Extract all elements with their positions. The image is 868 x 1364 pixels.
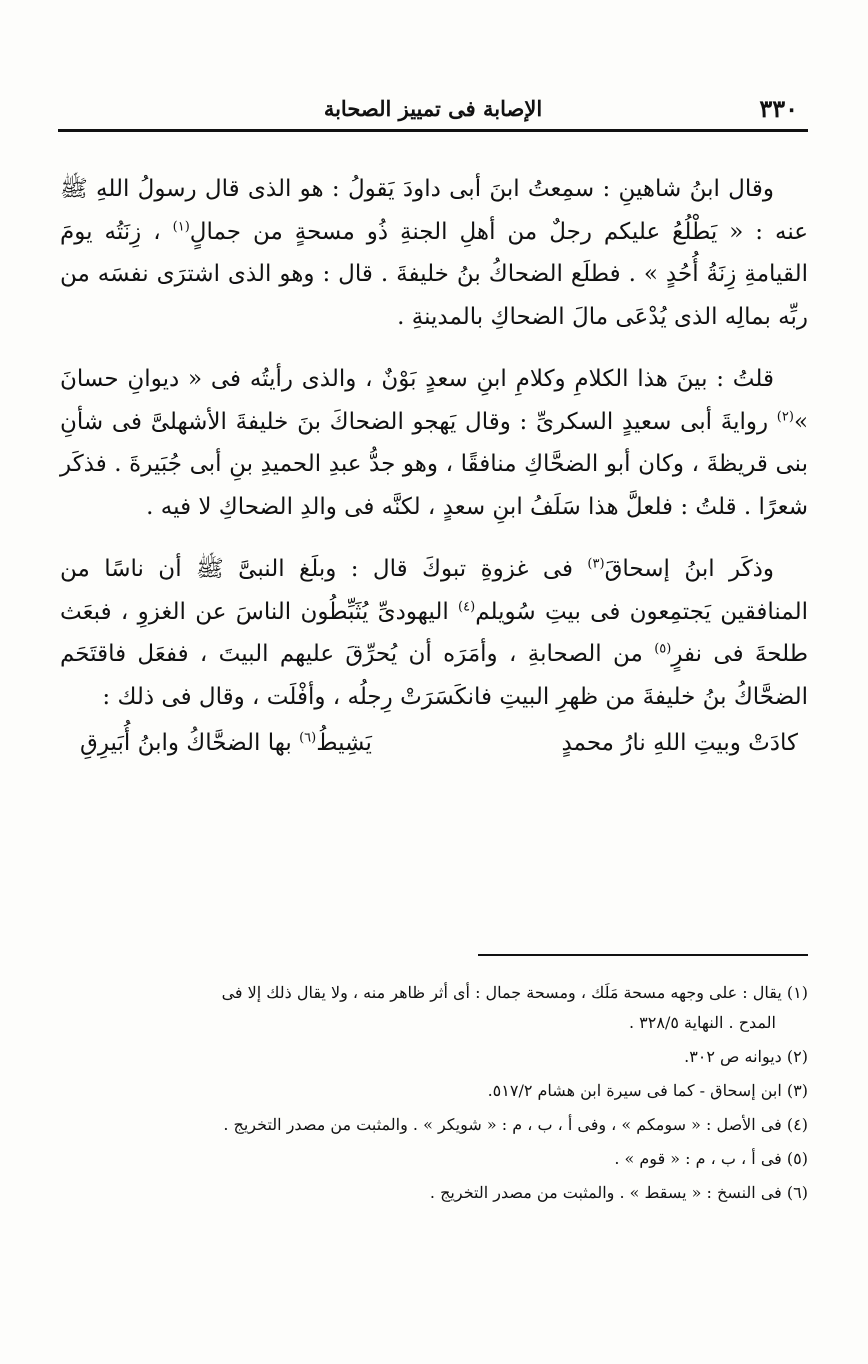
verse-second-start: يَشِيطُ: [316, 730, 372, 756]
footnote-text: فى النسخ : « يسقط » . والمثبت من مصدر التخريج .: [429, 1183, 782, 1202]
paragraph-3-d: من الصحابةِ ، وأمَرَه أن يُحرِّقَ عليهم البيتَ ، ففعَل فاقتَحَم الضحَّاكُ بنُ خليفةَ من ظهرِ البيتِ فانكَسَرَتْ رِجلُه ، وأفْلَت ، وقال فى ذلك :: [60, 641, 808, 710]
footnotes: [60, 978, 808, 1212]
footnote-number: (٤): [786, 1115, 808, 1134]
footnote-text: يقال : على وجهه مسحة مَلَك ، ومسحة جمال : أى أثر ظاهر منه ، ولا يقال ذلك إلا فى: [221, 983, 782, 1002]
footnote-ref-5[interactable]: (٥): [654, 641, 672, 657]
paragraph-1: [60, 168, 808, 338]
footnote-text: فى الأصل : « سومكم » ، وفى أ ، ب ، م : « شويكر » . والمثبت من مصدر التخريج .: [223, 1115, 782, 1134]
footnote-text: ابن إسحاق - كما فى سيرة ابن هشام ٥١٧/٢.: [487, 1081, 782, 1100]
footnote-number: (٣): [786, 1081, 808, 1100]
paragraph-3-a: وذكَر ابنُ إسحاقَ: [604, 556, 774, 582]
page-number: ٣٣٠: [759, 94, 798, 123]
footnote-ref-3[interactable]: (٣): [587, 556, 605, 572]
paragraph-2: [60, 358, 808, 528]
verse-second-end: بها الضحَّاكُ وابنُ أُبَيرِقِ: [80, 730, 292, 756]
paragraph-1-text: وقال ابنُ شاهينِ : سمِعتُ ابنَ أبى داودَ يَقولُ : هو الذى قال رسولُ اللهِ ﷺ عنه : « يَطْلُعُ عليكم رجلٌ من أهلِ الجنةِ ذُو مسحةٍ من جمالٍ: [60, 176, 808, 245]
main-text: [60, 168, 808, 765]
footnote-ref-4[interactable]: (٤): [458, 598, 476, 614]
footnote-6: [60, 1178, 808, 1208]
verse-second-hemistich: [80, 722, 372, 765]
paragraph-3-c: اليهودىِّ يُثَبِّطُون الناسَ عن الغزوِ ، فبعَث طلحةَ فى نفرٍ: [60, 598, 809, 667]
footnote-ref-1[interactable]: (١): [172, 218, 190, 234]
poetry-verse: [60, 722, 808, 765]
footnote-number: (٦): [786, 1183, 808, 1202]
running-title: الإصابة فى تمييز الصحابة: [323, 96, 543, 121]
footnote-ref-6[interactable]: (٦): [299, 730, 317, 746]
footnote-1: [60, 978, 808, 1038]
footnote-ref-2[interactable]: (٢): [776, 408, 794, 424]
footnote-4: [60, 1110, 808, 1140]
page-header: [58, 88, 808, 132]
paragraph-1-end: ، زِنَتُه يومَ القيامةِ زِنَةُ أُحُدٍ » . فطلَع الضحاكُ بنُ خليفةَ . قال : وهو الذى اشترَى نفسَه من ربِّه بمالِه الذى يُدْعَى مالَ الضحاكِ بالمدينةِ .: [60, 218, 808, 330]
footnote-text: ديوانه ص ٣٠٢.: [684, 1047, 782, 1066]
footnote-5: [60, 1144, 808, 1174]
paragraph-2-start: قلتُ : بينَ هذا الكلامِ وكلامِ ابنِ سعدٍ بَوْنٌ ، والذى رأيتُه فى « ديوانِ حسانَ »: [60, 366, 809, 435]
footnote-text: فى أ ، ب ، م : « قوم » .: [614, 1149, 782, 1168]
verse-first-hemistich: كادَتْ وبيتِ اللهِ نارُ محمدٍ: [561, 730, 798, 756]
footnote-number: (٢): [786, 1047, 808, 1066]
footnote-number: (٥): [786, 1149, 808, 1168]
paragraph-3-b: فى غزوةِ تبوكَ قال : وبلَغ النبىَّ ﷺ أن ناسًا من المنافقين يَجتمِعون فى بيتِ سُويلم: [60, 556, 809, 625]
paragraph-3: [60, 548, 808, 718]
footnote-number: (١): [786, 983, 808, 1002]
footnote-separator: [478, 954, 808, 956]
paragraph-2-end: روايةَ أبى سعيدٍ السكرىِّ : وقال يَهجو الضحاكَ بنَ خليفةَ الأشهلىَّ فى شأنِ بنى قريظةَ ، وكان أبو الضحَّاكِ منافقًا ، وهو جدُّ عبدِ الحميدِ بنِ أبى جُبَيرةَ . فذكَر شعرًا . قلتُ : فلعلَّ هذا سَلَفُ ابنِ سعدٍ ، لكنَّه فى والدِ الضحاكِ لا فيه .: [60, 408, 808, 520]
footnote-continuation: المدح . النهاية ٣٢٨/٥ .: [628, 1013, 776, 1032]
header-rule: [58, 129, 808, 132]
footnote-3: [60, 1076, 808, 1106]
footnote-2: [60, 1042, 808, 1072]
